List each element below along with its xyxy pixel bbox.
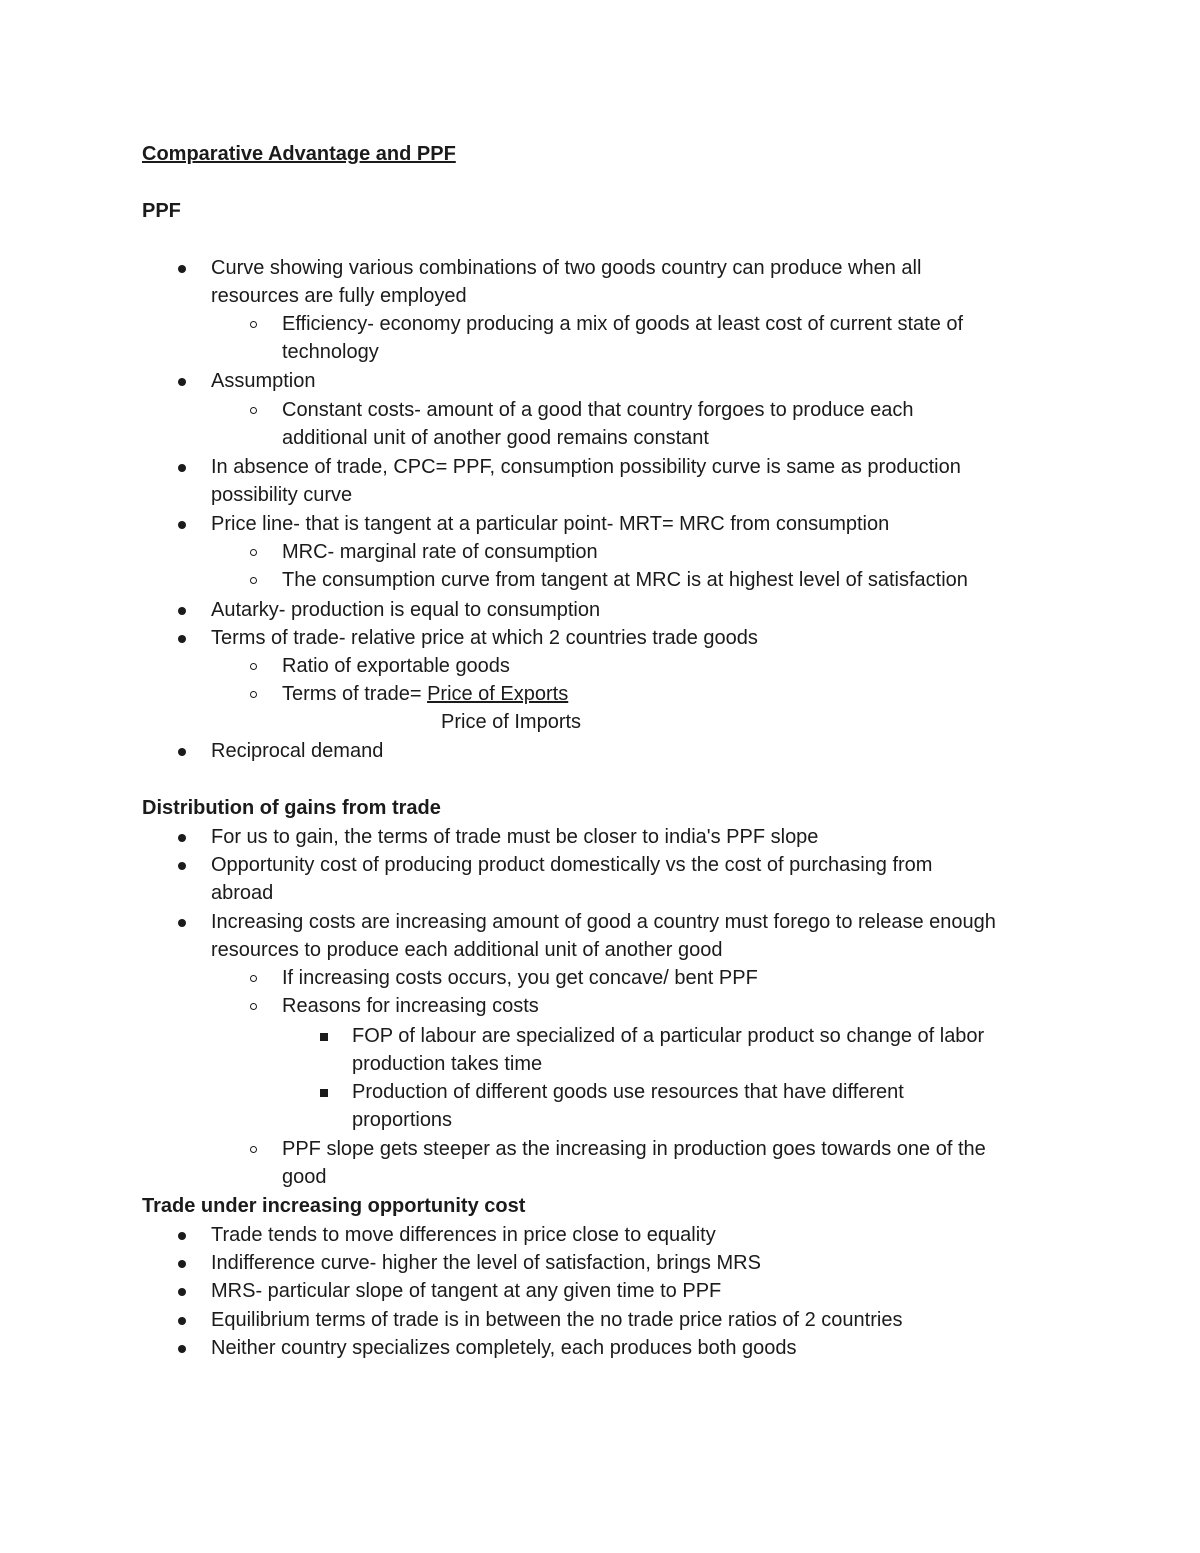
list-item: Trade tends to move differences in price close to equality <box>211 1224 716 1246</box>
bullet-circle-icon <box>250 321 257 328</box>
list-item: Efficiency- economy producing a mix of goods at least cost of current state of <box>282 313 964 335</box>
list-item-continuation: technology <box>282 341 379 363</box>
bullet-disc-icon <box>178 378 186 386</box>
list-item: Reasons for increasing costs <box>282 995 539 1017</box>
list-item-continuation: abroad <box>211 882 274 904</box>
bullet-square-icon <box>320 1089 328 1097</box>
bullet-disc-icon <box>178 521 186 529</box>
bullet-disc-icon <box>178 1232 186 1240</box>
list-item: Production of different goods use resources that have different <box>352 1081 904 1103</box>
fraction-prefix: Terms of trade= <box>282 683 428 705</box>
list-item-continuation: resources to produce each additional unit of another good <box>211 939 723 961</box>
bullet-disc-icon <box>178 748 186 756</box>
list-item-continuation: proportions <box>352 1109 453 1131</box>
bullet-circle-icon <box>250 691 257 698</box>
list-item: Curve showing various combinations of two goods country can produce when all <box>211 257 922 279</box>
list-item: Increasing costs are increasing amount of good a country must forego to release enough <box>211 911 996 933</box>
bullet-disc-icon <box>178 1317 186 1325</box>
list-item: For us to gain, the terms of trade must be closer to india's PPF slope <box>211 826 819 848</box>
bullet-disc-icon <box>178 862 186 870</box>
list-item: In absence of trade, CPC= PPF, consumption possibility curve is same as production <box>211 456 961 478</box>
list-item: PPF slope gets steeper as the increasing in production goes towards one of the <box>282 1138 986 1160</box>
fraction-denominator: Price of Imports <box>441 711 582 733</box>
document-title: Comparative Advantage and PPF <box>142 143 456 165</box>
bullet-circle-icon <box>250 663 257 670</box>
bullet-circle-icon <box>250 577 257 584</box>
list-item: Autarky- production is equal to consumption <box>211 599 601 621</box>
bullet-disc-icon <box>178 1345 186 1353</box>
section-heading-gains: Distribution of gains from trade <box>142 797 441 819</box>
bullet-disc-icon <box>178 1260 186 1268</box>
bullet-circle-icon <box>250 1003 257 1010</box>
list-item-continuation: additional unit of another good remains constant <box>282 427 709 449</box>
section-heading-ppf: PPF <box>142 200 181 222</box>
list-item: Reciprocal demand <box>211 740 384 762</box>
list-item-fraction <box>282 680 568 708</box>
list-item: Indifference curve- higher the level of satisfaction, brings MRS <box>211 1252 761 1274</box>
list-item: Assumption <box>211 370 316 392</box>
list-item: Terms of trade- relative price at which 2 countries trade goods <box>211 627 758 649</box>
bullet-disc-icon <box>178 464 186 472</box>
list-item: Constant costs- amount of a good that country forgoes to produce each <box>282 399 914 421</box>
fraction-numerator: Price of Exports <box>427 683 569 705</box>
section-heading-increasing-cost: Trade under increasing opportunity cost <box>142 1195 526 1217</box>
bullet-disc-icon <box>178 919 186 927</box>
bullet-square-icon <box>320 1033 328 1041</box>
bullet-disc-icon <box>178 607 186 615</box>
list-item: Neither country specializes completely, each produces both goods <box>211 1337 797 1359</box>
bullet-circle-icon <box>250 549 257 556</box>
list-item: Opportunity cost of producing product domestically vs the cost of purchasing from <box>211 854 933 876</box>
bullet-circle-icon <box>250 975 257 982</box>
bullet-circle-icon <box>250 1146 257 1153</box>
list-item-continuation: production takes time <box>352 1053 543 1075</box>
list-item: MRC- marginal rate of consumption <box>282 541 598 563</box>
bullet-disc-icon <box>178 635 186 643</box>
bullet-disc-icon <box>178 1288 186 1296</box>
list-item: MRS- particular slope of tangent at any given time to PPF <box>211 1280 722 1302</box>
list-item-continuation: good <box>282 1166 327 1188</box>
list-item: The consumption curve from tangent at MRC is at highest level of satisfaction <box>282 569 968 591</box>
list-item: Price line- that is tangent at a particular point- MRT= MRC from consumption <box>211 513 890 535</box>
list-item-continuation: possibility curve <box>211 484 353 506</box>
list-item: Equilibrium terms of trade is in between the no trade price ratios of 2 countries <box>211 1309 903 1331</box>
list-item: FOP of labour are specialized of a particular product so change of labor <box>352 1025 985 1047</box>
list-item: Ratio of exportable goods <box>282 655 510 677</box>
bullet-disc-icon <box>178 834 186 842</box>
bullet-circle-icon <box>250 407 257 414</box>
list-item-continuation: resources are fully employed <box>211 285 467 307</box>
bullet-disc-icon <box>178 265 186 273</box>
list-item: If increasing costs occurs, you get concave/ bent PPF <box>282 967 758 989</box>
